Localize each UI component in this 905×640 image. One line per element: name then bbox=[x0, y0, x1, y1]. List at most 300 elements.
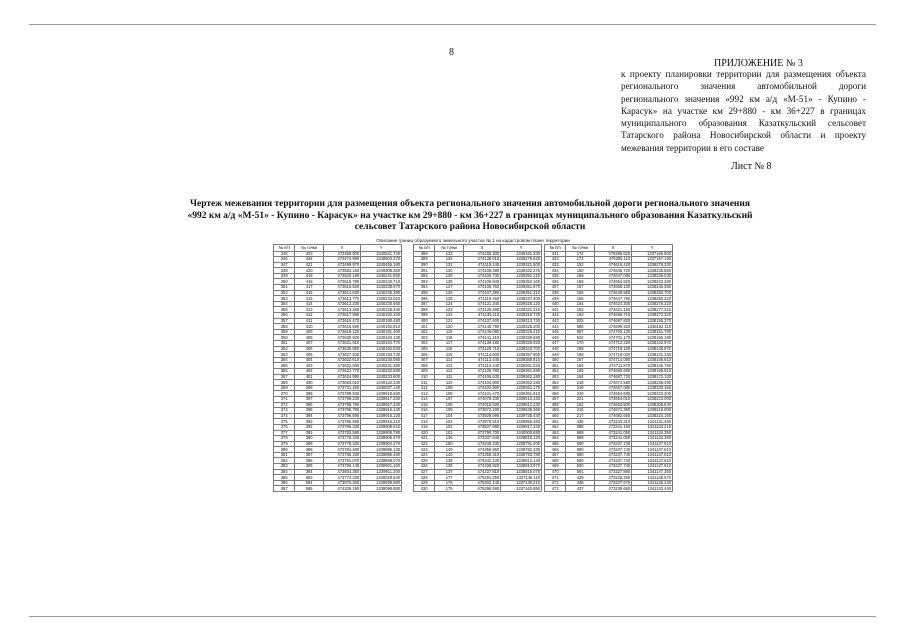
cell-point: 385 bbox=[295, 464, 323, 470]
cell-y: 1340232.680 bbox=[361, 368, 402, 374]
cell-point: 690 bbox=[566, 447, 594, 453]
cell-index: 413 bbox=[414, 391, 435, 397]
cell-y: 1338132.970 bbox=[632, 341, 673, 347]
cell-point: 387 bbox=[295, 452, 323, 458]
table-row bbox=[414, 486, 542, 492]
cell-x: 474674.580 bbox=[594, 380, 631, 386]
cell-index: 393 bbox=[414, 279, 435, 285]
cell-x: 474719.100 bbox=[594, 346, 631, 352]
cell-x: 473786.330 bbox=[323, 452, 360, 458]
cell-point: 153 bbox=[566, 307, 594, 313]
cell-index: 446 bbox=[545, 335, 566, 341]
cell-index: 445 bbox=[545, 329, 566, 335]
cell-y: 1338168.810 bbox=[632, 368, 673, 374]
cell-point: 691 bbox=[566, 469, 594, 475]
coordinates-table-2 bbox=[413, 244, 542, 492]
cell-point: 129 bbox=[435, 273, 463, 279]
cell-x: 474624.300 bbox=[594, 301, 631, 307]
cell-point: 690 bbox=[566, 458, 594, 464]
cell-index: 412 bbox=[414, 385, 435, 391]
cell-x: 473239.660 bbox=[594, 486, 631, 492]
cell-index: 454 bbox=[545, 380, 566, 386]
cell-index: 377 bbox=[274, 430, 295, 436]
cell-point: 437 bbox=[566, 486, 594, 492]
cell-point: 217 bbox=[566, 413, 594, 419]
cell-y: 1337145.110 bbox=[501, 475, 542, 481]
cell-index: 431 bbox=[545, 251, 566, 257]
cell-point: 159 bbox=[566, 273, 594, 279]
cell-index: 392 bbox=[414, 273, 435, 279]
cell-point: 389 bbox=[295, 441, 323, 447]
cell-x: 473616.590 bbox=[323, 324, 360, 330]
cell-y: 1340184.770 bbox=[361, 341, 402, 347]
cell-x: 474687.720 bbox=[594, 374, 631, 380]
cell-index: 455 bbox=[545, 385, 566, 391]
cell-index: 383 bbox=[274, 464, 295, 470]
cell-x: 473622.610 bbox=[323, 357, 360, 363]
cell-point: 396 bbox=[295, 402, 323, 408]
cell-y: 1339279.620 bbox=[501, 257, 542, 263]
cell-y: 1338235.850 bbox=[632, 268, 673, 274]
cell-point: 408 bbox=[295, 335, 323, 341]
cell-x: 473617.880 bbox=[323, 313, 360, 319]
cell-y: 1339906.470 bbox=[361, 436, 402, 442]
cell-y: 1339918.680 bbox=[361, 391, 402, 397]
cell-y: 1341134.210 bbox=[632, 424, 673, 430]
cell-x: 474667.080 bbox=[594, 385, 631, 391]
cell-x: 473623.770 bbox=[323, 368, 360, 374]
cell-point: 687 bbox=[566, 329, 594, 335]
cell-index: 465 bbox=[545, 441, 566, 447]
cell-y: 1340000.680 bbox=[501, 430, 542, 436]
cell-x: 474682.660 bbox=[594, 413, 631, 419]
cell-x: 474139.180 bbox=[463, 341, 500, 347]
cell-x: 473784.480 bbox=[323, 447, 360, 453]
cell-index: 430 bbox=[414, 486, 435, 492]
cell-y: 1339315.730 bbox=[501, 313, 542, 319]
cell-y: 1339337.400 bbox=[501, 296, 542, 302]
cell-y: 1339352.210 bbox=[501, 273, 542, 279]
cell-index: 370 bbox=[274, 391, 295, 397]
cell-x: 474105.480 bbox=[463, 268, 500, 274]
cell-index: 390 bbox=[414, 262, 435, 268]
cell-index: 426 bbox=[414, 464, 435, 470]
cell-x: 474137.400 bbox=[463, 318, 500, 324]
cell-y: 1337139.210 bbox=[501, 480, 542, 486]
cell-x: 474663.500 bbox=[594, 402, 631, 408]
cell-point: 414 bbox=[295, 301, 323, 307]
cell-x: 474711.870 bbox=[594, 363, 631, 369]
cell-x: 473237.670 bbox=[594, 480, 631, 486]
cell-point: 409 bbox=[295, 329, 323, 335]
cell-point: 400 bbox=[295, 380, 323, 386]
cell-point: 397 bbox=[295, 396, 323, 402]
cell-index: 414 bbox=[414, 396, 435, 402]
cell-x: 473237.740 bbox=[594, 452, 631, 458]
cell-y: 1339329.920 bbox=[501, 341, 542, 347]
cell-y: 1339917.330 bbox=[361, 402, 402, 408]
cell-index: 380 bbox=[274, 447, 295, 453]
cell-index: 461 bbox=[545, 419, 566, 425]
cell-y: 1340230.650 bbox=[361, 301, 402, 307]
cell-y: 1339915.130 bbox=[361, 413, 402, 419]
cell-index: 457 bbox=[545, 396, 566, 402]
cell-index: 422 bbox=[414, 441, 435, 447]
cell-point: 415 bbox=[295, 296, 323, 302]
cell-x: 474719.020 bbox=[594, 352, 631, 358]
cell-point: 110 bbox=[435, 380, 463, 386]
cell-y: 1339915.130 bbox=[361, 408, 402, 414]
cell-y: 1339343.700 bbox=[501, 346, 542, 352]
cell-x: 474102.900 bbox=[463, 385, 500, 391]
cell-index: 364 bbox=[274, 357, 295, 363]
cell-y: 1338138.970 bbox=[632, 346, 673, 352]
cell-x: 473972.190 bbox=[463, 408, 500, 414]
cell-x: 473804.350 bbox=[323, 469, 360, 475]
cell-point: 132 bbox=[435, 257, 463, 263]
cell-point: 102 bbox=[435, 424, 463, 430]
cell-point: 174 bbox=[566, 251, 594, 257]
cell-y: 1338243.280 bbox=[632, 279, 673, 285]
cell-index: 440 bbox=[545, 301, 566, 307]
cell-index: 409 bbox=[414, 368, 435, 374]
cell-index: 416 bbox=[414, 408, 435, 414]
cell-index: 384 bbox=[274, 469, 295, 475]
cell-point: 689 bbox=[566, 430, 594, 436]
cell-x: 475302.140 bbox=[463, 480, 500, 486]
cell-point: 411 bbox=[295, 318, 323, 324]
cell-y: 1338152.110 bbox=[632, 324, 673, 330]
cell-point: 220 bbox=[566, 391, 594, 397]
column-header-y: Y bbox=[632, 245, 673, 252]
cell-x: 474645.720 bbox=[594, 268, 631, 274]
cell-index: 399 bbox=[414, 313, 435, 319]
cell-point: 684 bbox=[295, 480, 323, 486]
cell-x: 474696.710 bbox=[594, 313, 631, 319]
cell-index: 432 bbox=[545, 257, 566, 263]
cell-x: 473798.790 bbox=[323, 408, 360, 414]
cell-index: 449 bbox=[545, 352, 566, 358]
cell-x: 473796.590 bbox=[323, 419, 360, 425]
cell-x: 474339.920 bbox=[463, 464, 500, 470]
cell-x: 473630.850 bbox=[323, 346, 360, 352]
cell-index: 438 bbox=[545, 290, 566, 296]
cell-point: 158 bbox=[566, 279, 594, 285]
cell-point: 403 bbox=[295, 363, 323, 369]
cell-index: 419 bbox=[414, 424, 435, 430]
coordinates-tables bbox=[273, 238, 673, 498]
cell-index: 403 bbox=[414, 335, 435, 341]
cell-y: 1341137.610 bbox=[632, 441, 673, 447]
cell-point: 170 bbox=[566, 341, 594, 347]
cell-x: 474114.600 bbox=[463, 352, 500, 358]
cell-y: 1338782.330 bbox=[501, 447, 542, 453]
cell-y: 1338150.190 bbox=[632, 335, 673, 341]
cell-y: 1339361.690 bbox=[501, 368, 542, 374]
cell-x: 474359.310 bbox=[463, 452, 500, 458]
column-header-x: X bbox=[323, 245, 360, 252]
cell-x: 474337.640 bbox=[463, 436, 500, 442]
cell-index: 427 bbox=[414, 469, 435, 475]
cell-x: 475285.110 bbox=[594, 257, 631, 263]
table-caption: Описание границ образуемого земельного участка № 1 на кадастровом плане территории bbox=[376, 238, 570, 243]
cell-index: 365 bbox=[274, 363, 295, 369]
column-header-y: Y bbox=[361, 245, 402, 252]
cell-point: 128 bbox=[435, 279, 463, 285]
cell-point: 114 bbox=[435, 357, 463, 363]
cell-point: 115 bbox=[435, 352, 463, 358]
cell-x: 474106.630 bbox=[463, 374, 500, 380]
cell-point: 162 bbox=[566, 402, 594, 408]
cell-point: 390 bbox=[295, 436, 323, 442]
cell-point: 413 bbox=[295, 307, 323, 313]
cell-index: 423 bbox=[414, 447, 435, 453]
cell-y: 1341133.440 bbox=[632, 486, 673, 492]
cell-y: 1338277.310 bbox=[632, 307, 673, 313]
cell-y: 1340190.480 bbox=[361, 318, 402, 324]
cell-index: 351 bbox=[274, 285, 295, 291]
cell-x: 473499.970 bbox=[323, 262, 360, 268]
cell-index: 436 bbox=[545, 279, 566, 285]
cell-index: 453 bbox=[545, 374, 566, 380]
cell-point: 690 bbox=[566, 464, 594, 470]
cell-y: 1340235.390 bbox=[361, 290, 402, 296]
cell-x: 473474.990 bbox=[323, 257, 360, 263]
cell-x: 473613.260 bbox=[323, 307, 360, 313]
cell-x: 474110.440 bbox=[463, 363, 500, 369]
cell-x: 474700.130 bbox=[594, 329, 631, 335]
cell-y: 1339359.810 bbox=[501, 357, 542, 363]
cell-x: 474209.190 bbox=[323, 486, 360, 492]
cell-index: 400 bbox=[414, 318, 435, 324]
bottom-border-line bbox=[29, 616, 876, 617]
cell-point: 685 bbox=[295, 486, 323, 492]
column-header-x: X bbox=[463, 245, 500, 252]
sheet-number: Лист № 8 bbox=[731, 161, 772, 172]
cell-x: 474138.010 bbox=[463, 257, 500, 263]
cell-y: 1338815.120 bbox=[501, 436, 542, 442]
cell-point: 384 bbox=[295, 469, 323, 475]
cell-point: 105 bbox=[435, 408, 463, 414]
cell-index: 354 bbox=[274, 301, 295, 307]
cell-x: 473622.930 bbox=[323, 363, 360, 369]
cell-point: 216 bbox=[566, 408, 594, 414]
cell-point: 106 bbox=[435, 402, 463, 408]
cell-x: 473798.230 bbox=[323, 396, 360, 402]
cell-x: 474135.110 bbox=[463, 313, 500, 319]
cell-x: 473618.120 bbox=[323, 329, 360, 335]
cell-index: 381 bbox=[274, 452, 295, 458]
cell-index: 472 bbox=[545, 480, 566, 486]
cell-point: 139 bbox=[435, 458, 463, 464]
cell-x: 473798.790 bbox=[323, 402, 360, 408]
cell-index: 402 bbox=[414, 329, 435, 335]
cell-point: 522 bbox=[566, 335, 594, 341]
cell-point: 154 bbox=[566, 301, 594, 307]
cell-y: 1338278.330 bbox=[632, 262, 673, 268]
cell-y: 1338275.320 bbox=[632, 301, 673, 307]
cell-y: 1339410.430 bbox=[501, 396, 542, 402]
cell-point: 124 bbox=[435, 301, 463, 307]
cell-y: 1340503.470 bbox=[361, 257, 402, 263]
cell-x: 474107.380 bbox=[463, 290, 500, 296]
cell-index: 434 bbox=[545, 268, 566, 274]
cell-index: 415 bbox=[414, 402, 435, 408]
cell-y: 1338172.130 bbox=[632, 374, 673, 380]
cell-point: 116 bbox=[435, 346, 463, 352]
cell-point: 439 bbox=[566, 475, 594, 481]
cell-y: 1339909.780 bbox=[361, 430, 402, 436]
cell-index: 448 bbox=[545, 346, 566, 352]
cell-point: 138 bbox=[435, 464, 463, 470]
cell-y: 1340238.870 bbox=[361, 285, 402, 291]
cell-index: 421 bbox=[414, 436, 435, 442]
column-header-point: № точки bbox=[566, 245, 594, 252]
cell-y: 1339895.480 bbox=[361, 452, 402, 458]
cell-y: 1341137.610 bbox=[632, 452, 673, 458]
cell-point: 164 bbox=[566, 374, 594, 380]
cell-y: 1338250.700 bbox=[632, 290, 673, 296]
drawing-title: Чертеж межевания территории для размещения объекта регионального значения автомобильной дороги регионального значения «992 км а/д «М-51» - Купино - Карасук» на участке км 29+880 - км 36+227 в границах муниципального образования Казаткульский сельсовет Татарского района Новосибирской области bbox=[187, 199, 753, 232]
cell-y: 1339362.170 bbox=[501, 385, 542, 391]
cell-y: 1338151.790 bbox=[632, 329, 673, 335]
cell-point: 120 bbox=[435, 324, 463, 330]
cell-x: 474078.230 bbox=[463, 396, 500, 402]
cell-index: 444 bbox=[545, 324, 566, 330]
cell-x: 474621.150 bbox=[594, 307, 631, 313]
cell-y: 1339735.440 bbox=[501, 413, 542, 419]
cell-point: 422 bbox=[295, 257, 323, 263]
cell-x: 473241.050 bbox=[594, 430, 631, 436]
cell-x: 474185.400 bbox=[463, 251, 500, 257]
cell-y: 1339916.210 bbox=[361, 419, 402, 425]
cell-index: 357 bbox=[274, 318, 295, 324]
cell-point: 423 bbox=[295, 251, 323, 257]
cell-y: 1340308.360 bbox=[361, 268, 402, 274]
cell-index: 437 bbox=[545, 285, 566, 291]
cell-y: 1339325.120 bbox=[501, 301, 542, 307]
cell-point: 221 bbox=[566, 396, 594, 402]
cell-point: 157 bbox=[566, 285, 594, 291]
cell-index: 460 bbox=[545, 413, 566, 419]
cell-x: 473620.190 bbox=[323, 273, 360, 279]
cell-index: 420 bbox=[414, 430, 435, 436]
cell-index: 464 bbox=[545, 436, 566, 442]
cell-index: 450 bbox=[545, 357, 566, 363]
cell-index: 385 bbox=[274, 475, 295, 481]
cell-index: 459 bbox=[545, 408, 566, 414]
cell-index: 401 bbox=[414, 324, 435, 330]
cell-y: 1339362.180 bbox=[501, 374, 542, 380]
cell-index: 443 bbox=[545, 318, 566, 324]
cell-y: 1339357.800 bbox=[501, 352, 542, 358]
cell-point: 113 bbox=[435, 363, 463, 369]
cell-point: 173 bbox=[566, 257, 594, 263]
cell-y: 1340037.120 bbox=[361, 385, 402, 391]
cell-index: 356 bbox=[274, 313, 295, 319]
cell-index: 350 bbox=[274, 279, 295, 285]
column-header-index: № п/п bbox=[545, 245, 566, 252]
table-row bbox=[545, 486, 673, 492]
cell-point: 392 bbox=[295, 424, 323, 430]
cell-y: 1338216.000 bbox=[632, 408, 673, 414]
cell-index: 388 bbox=[414, 251, 435, 257]
cell-point: 107 bbox=[435, 396, 463, 402]
cell-x: 474348.430 bbox=[463, 441, 500, 447]
cell-y: 1339361.810 bbox=[501, 391, 542, 397]
cell-y: 1338224.150 bbox=[632, 413, 673, 419]
cell-point: 399 bbox=[295, 385, 323, 391]
cell-x: 473778.330 bbox=[323, 436, 360, 442]
cell-point: 393 bbox=[295, 419, 323, 425]
cell-x: 473683.010 bbox=[323, 380, 360, 386]
cell-index: 374 bbox=[274, 413, 295, 419]
cell-x: 474141.210 bbox=[463, 335, 500, 341]
cell-point: 167 bbox=[566, 357, 594, 363]
cell-y: 1339904.370 bbox=[361, 441, 402, 447]
cell-point: 419 bbox=[295, 273, 323, 279]
cell-point: 686 bbox=[566, 324, 594, 330]
cell-x: 473630.920 bbox=[323, 335, 360, 341]
cell-y: 1339321.310 bbox=[501, 307, 542, 313]
cell-y: 1341131.460 bbox=[632, 419, 673, 425]
cell-index: 441 bbox=[545, 307, 566, 313]
cell-point: 112 bbox=[435, 368, 463, 374]
cell-x: 473783.590 bbox=[323, 430, 360, 436]
cell-index: 378 bbox=[274, 436, 295, 442]
table-row bbox=[274, 486, 402, 492]
cell-x: 473226.250 bbox=[594, 475, 631, 481]
cell-x: 474130.490 bbox=[463, 307, 500, 313]
cell-x: 473837.990 bbox=[463, 424, 500, 430]
cell-y: 1339321.500 bbox=[501, 262, 542, 268]
cell-y: 1340541.740 bbox=[361, 251, 402, 257]
cell-x: 474654.680 bbox=[594, 391, 631, 397]
column-header-point: № точки bbox=[295, 245, 323, 252]
cell-y: 1340029.640 bbox=[361, 475, 402, 481]
cell-index: 368 bbox=[274, 380, 295, 386]
cell-x: 474690.690 bbox=[594, 368, 631, 374]
cell-index: 447 bbox=[545, 341, 566, 347]
cell-index: 469 bbox=[545, 464, 566, 470]
cell-point: 103 bbox=[435, 419, 463, 425]
cell-index: 358 bbox=[274, 324, 295, 330]
cell-point: 394 bbox=[295, 413, 323, 419]
cell-y: 1339313.730 bbox=[501, 318, 542, 324]
cell-point: 412 bbox=[295, 313, 323, 319]
cell-x: 474701.170 bbox=[594, 335, 631, 341]
cell-index: 362 bbox=[274, 346, 295, 352]
cell-x: 473790.700 bbox=[463, 430, 500, 436]
cell-x: 473583.150 bbox=[323, 268, 360, 274]
cell-point: 406 bbox=[295, 346, 323, 352]
cell-x: 473631.910 bbox=[323, 341, 360, 347]
cell-point: 405 bbox=[295, 352, 323, 358]
cell-x: 474655.130 bbox=[594, 285, 631, 291]
cell-x: 474119.450 bbox=[463, 296, 500, 302]
cell-index: 411 bbox=[414, 380, 435, 386]
cell-x: 474699.920 bbox=[594, 324, 631, 330]
cell-index: 372 bbox=[274, 402, 295, 408]
cell-point: 117 bbox=[435, 341, 463, 347]
cell-point: 690 bbox=[566, 452, 594, 458]
cell-point: 175 bbox=[435, 486, 463, 492]
cell-x: 473613.770 bbox=[323, 296, 360, 302]
cell-index: 366 bbox=[274, 368, 295, 374]
cell-x: 474671.350 bbox=[594, 408, 631, 414]
cell-x: 474106.040 bbox=[463, 279, 500, 285]
cell-index: 352 bbox=[274, 290, 295, 296]
